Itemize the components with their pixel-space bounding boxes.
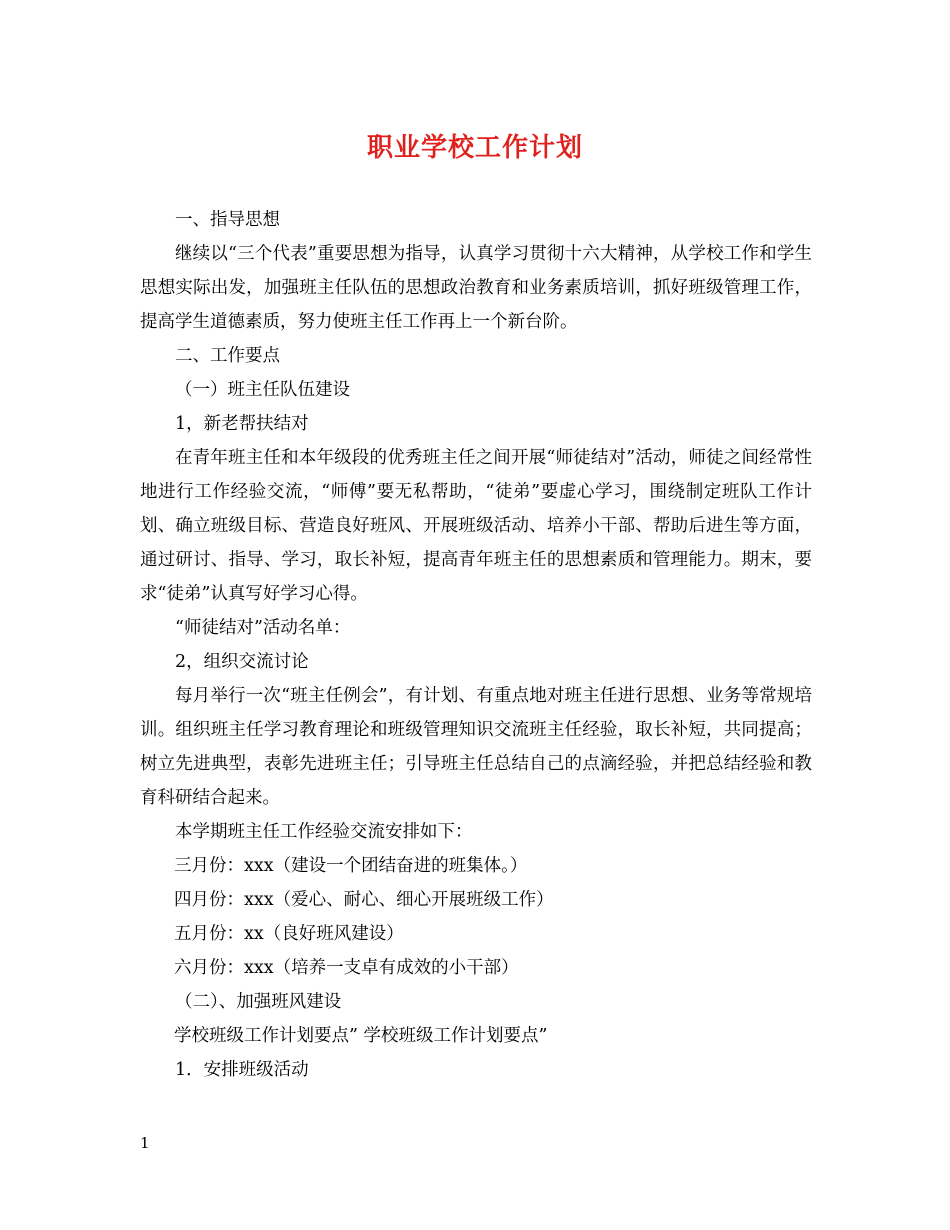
schedule-may: 五月份：xx（良好班风建设）: [174, 924, 404, 944]
page-title: 职业学校工作计划: [366, 133, 583, 163]
schedule-april: 四月份：xxx（爱心、耐心、细心开展班级工作）: [174, 890, 554, 910]
paragraph-exchange: 每月举行一次“班主任例会”，有计划、有重点地对班主任进行思想、业务等常规培训。组织班主任学习教育理论和班级管理知识交流班主任经验，取长补短，共同提高；树立先进典型，表彰先进班主任；引导班主任总结自己的点滴经验，并把总结经验和教育科研结合起来。: [140, 686, 812, 808]
document-body: [140, 203, 812, 1087]
heading-guiding-thought: 一、指导思想: [175, 210, 280, 230]
paragraph-mentoring: 在青年班主任和本年级段的优秀班主任之间开展“师徒结对”活动，师徒之间经常性地进行工作经验交流，“师傅”要无私帮助，“徒弟”要虚心学习，围绕制定班队工作计划、确立班级目标、营造良好班风、开展班级活动、培养小干部、帮助后进生等方面，通过研讨、指导、学习，取长补短，提高青年班主任的思想素质和管理能力。期末，要求“徒弟”认真写好学习心得。: [140, 448, 812, 604]
paragraph-guiding-thought: 继续以“三个代表”重要思想为指导，认真学习贯彻十六大精神，从学校工作和学生思想实际出发，加强班主任队伍的思想政治教育和业务素质培训，抓好班级管理工作，提高学生道德素质，努力使班主任工作再上一个新台阶。: [140, 244, 812, 332]
related-links-text: 学校班级工作计划要点” 学校班级工作计划要点”: [174, 1026, 548, 1046]
item-class-activities: 1．安排班级活动: [175, 1060, 309, 1080]
schedule-intro: 本学期班主任工作经验交流安排如下：: [175, 822, 473, 842]
mentoring-list-label: “师徒结对”活动名单：: [175, 618, 351, 638]
schedule-june: 六月份：xxx（培养一支卓有成效的小干部）: [174, 958, 519, 978]
page-number: 1: [140, 1134, 150, 1152]
heading-work-points: 二、工作要点: [175, 346, 280, 366]
item-mentoring: 1，新老帮扶结对: [175, 414, 309, 434]
schedule-march: 三月份：xxx（建设一个团结奋进的班集体。）: [174, 856, 528, 876]
subheading-class-culture: （二）、加强班风建设: [175, 992, 342, 1012]
subheading-teacher-team: （一）班主任队伍建设: [175, 380, 350, 400]
item-exchange: 2，组织交流讨论: [175, 652, 309, 672]
